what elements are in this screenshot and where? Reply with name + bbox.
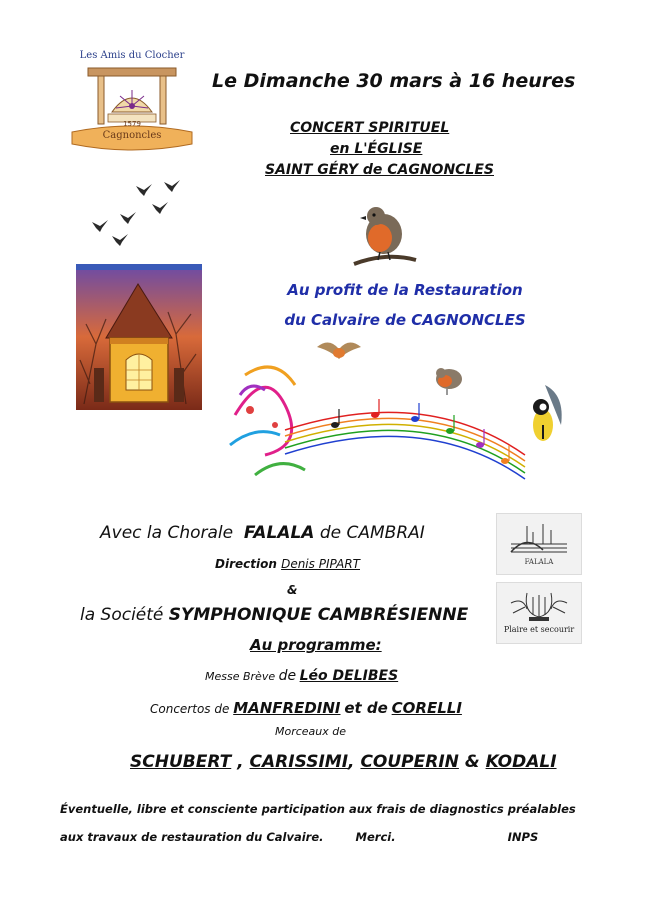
direction-label: Direction	[215, 557, 277, 571]
concert-title: CONCERT SPIRITUEL	[290, 120, 450, 136]
plaire-logo-card	[496, 582, 582, 644]
concertos-line	[150, 699, 510, 717]
event-date: Le Dimanche 30 mars à 16 heures	[212, 70, 576, 92]
logo-club-name: Les Amis du Clocher	[79, 50, 185, 61]
society-prefix: la Société	[80, 605, 164, 625]
concert-venue-line-1: en L'ÉGLISE	[330, 141, 423, 157]
director-name: Denis PIPART	[281, 557, 360, 571]
composer-4: KODALI	[485, 752, 557, 772]
lyre-emblem-icon	[497, 583, 581, 643]
messe-de: de	[278, 668, 297, 684]
composer-2: CARISSIMI	[249, 752, 349, 772]
benefit-line-2: du Calvaire de CAGNONCLES	[284, 311, 526, 329]
club-logo	[68, 44, 196, 152]
concertos-and: et de	[344, 699, 388, 717]
falala-card-label: FALALA	[524, 558, 554, 566]
composer-1: SCHUBERT	[130, 752, 232, 772]
morceaux-label: Morceaux de	[275, 725, 347, 738]
society-line	[80, 605, 500, 625]
composers-line: SCHUBERT , CARISSIMI, COUPERIN & KODALI	[130, 752, 557, 772]
musical-staff-illustration	[225, 335, 580, 495]
concertos-composer-1: MANFREDINI	[233, 699, 341, 717]
concertos-composer-2: CORELLI	[391, 699, 462, 717]
choir-prefix: Avec la Chorale	[100, 523, 234, 543]
messe-composer: Léo DELIBES	[299, 668, 399, 684]
logo-village: Cagnoncles	[102, 130, 162, 141]
benefit-line-1: Au profit de la Restauration	[287, 281, 523, 299]
ampersand: &	[287, 583, 298, 597]
composer-3: COUPERIN	[360, 752, 459, 772]
composers-ampersand: &	[464, 752, 480, 772]
footer-note-restoration: aux travaux de restauration du Calvaire.	[60, 830, 324, 844]
concertos-prefix: Concertos de	[150, 702, 230, 716]
choir-line	[100, 523, 460, 543]
direction-line	[215, 557, 475, 571]
footer-note-line-2	[60, 830, 600, 844]
logo-year: 1579	[123, 120, 141, 128]
concert-venue-line-2: SAINT GÉRY de CAGNONCLES	[265, 162, 494, 178]
falala-logo-card	[496, 513, 582, 575]
messe-line	[205, 668, 465, 684]
chapel-photo	[76, 264, 202, 410]
robin-on-branch-illustration	[352, 200, 418, 272]
footer-merci: Merci.	[355, 830, 396, 844]
programme-heading: Au programme:	[250, 636, 382, 654]
plaire-card-label: Plaire et secourir	[503, 625, 575, 634]
flying-birds-illustration	[88, 178, 188, 250]
society-name: SYMPHONIQUE CAMBRÉSIENNE	[168, 605, 469, 625]
choir-suffix: de CAMBRAI	[319, 523, 425, 543]
footer-note-line-1: Éventuelle, libre et consciente participation aux frais de diagnostics préalables	[60, 802, 576, 816]
footer-inps: INPS	[507, 830, 539, 844]
messe-prefix: Messe Brève	[205, 670, 276, 683]
choir-name: FALALA	[243, 523, 315, 543]
